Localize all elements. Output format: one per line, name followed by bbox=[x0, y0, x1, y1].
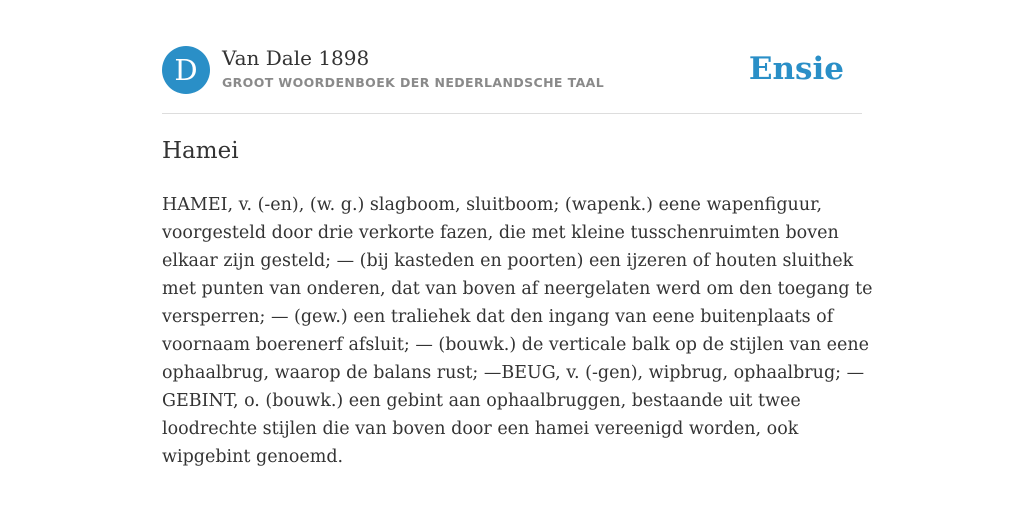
definition-line: loodrechte stijlen die van boven door een hamei vereenigd worden, ook bbox=[162, 419, 799, 439]
dictionary-logo[interactable]: D bbox=[162, 46, 210, 94]
ensie-logo-link[interactable]: Ensie bbox=[748, 51, 844, 87]
dictionary-title[interactable]: Van Dale 1898 bbox=[222, 46, 370, 70]
entry-headword: Hamei bbox=[162, 138, 239, 164]
definition-line: voorgesteld door drie verkorte fazen, die met kleine tusschenruimten boven bbox=[162, 223, 839, 243]
definition-line: HAMEI, v. (-en), (w. g.) slagboom, sluitboom; (wapenk.) eene wapenfiguur, bbox=[162, 195, 823, 215]
definition-line: elkaar zijn gesteld; — (bij kasteden en poorten) een ijzeren of houten sluithek bbox=[162, 251, 854, 271]
definition-line: versperren; — (gew.) een traliehek dat den ingang van eene buitenplaats of bbox=[162, 307, 834, 327]
definition-line: ophaalbrug, waarop de balans rust; —BEUG, v. (-gen), wipbrug, ophaalbrug; — bbox=[162, 363, 865, 383]
dictionary-subtitle: GROOT WOORDENBOEK DER NEDERLANDSCHE TAAL bbox=[222, 75, 605, 90]
header bbox=[162, 46, 862, 96]
header-divider bbox=[162, 113, 862, 114]
definition-line: wipgebint genoemd. bbox=[162, 447, 344, 467]
entry-definition bbox=[162, 191, 873, 471]
definition-line: voornaam boerenerf afsluit; — (bouwk.) de verticale balk op de stijlen van eene bbox=[162, 335, 869, 355]
definition-line: GEBINT, o. (bouwk.) een gebint aan ophaalbruggen, bestaande uit twee bbox=[162, 391, 801, 411]
definition-line: met punten van onderen, dat van boven af neergelaten werd om den toegang te bbox=[162, 279, 873, 299]
